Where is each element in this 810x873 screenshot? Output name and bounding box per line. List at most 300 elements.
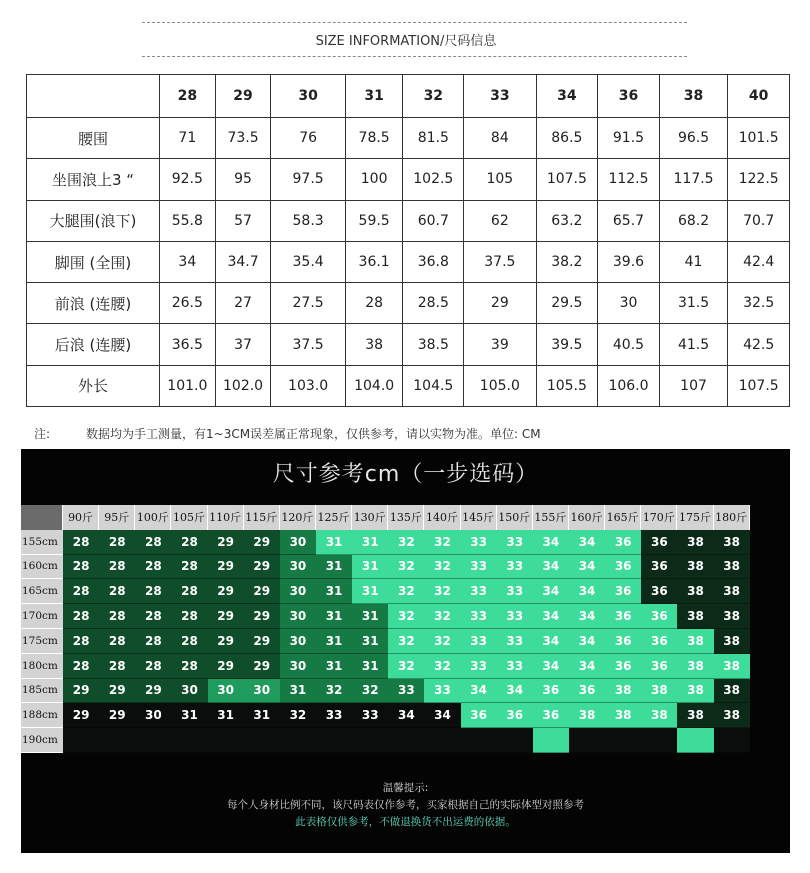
measurement-value: 97.5 — [271, 159, 345, 200]
height-label: 190cm — [21, 728, 63, 753]
size-cell: 28 — [99, 555, 135, 580]
size-cell: 31 — [316, 555, 352, 580]
measurement-value: 29 — [464, 283, 536, 324]
height-label: 160cm — [21, 555, 63, 580]
size-cell: 28 — [63, 604, 99, 629]
note-tag: 注: — [34, 427, 51, 441]
size-cell: 29 — [244, 604, 280, 629]
size-header-cell: 33 — [464, 75, 536, 118]
measurement-value: 104.5 — [403, 365, 464, 406]
measurement-value: 39.6 — [598, 241, 660, 282]
size-cell — [714, 728, 750, 753]
size-cell: 28 — [135, 604, 171, 629]
measurement-label: 坐围浪上3 “ — [27, 159, 160, 200]
measurement-value: 39 — [464, 324, 536, 365]
size-cell: 38 — [714, 604, 750, 629]
size-row — [27, 118, 790, 159]
measurement-value: 63.2 — [536, 200, 598, 241]
size-cell: 34 — [533, 604, 569, 629]
size-cell: 36 — [641, 604, 677, 629]
measurement-value: 101.5 — [728, 118, 790, 159]
size-cell — [677, 728, 713, 753]
weight-header-cell: 110斤 — [208, 505, 244, 530]
size-cell: 38 — [714, 530, 750, 555]
weight-header-cell: 115斤 — [244, 505, 280, 530]
measurement-value: 78.5 — [345, 118, 403, 159]
size-cell: 33 — [461, 555, 497, 580]
size-cell: 32 — [388, 604, 424, 629]
measurement-value: 27 — [215, 283, 271, 324]
size-cell: 38 — [677, 530, 713, 555]
measurement-value: 84 — [464, 118, 536, 159]
size-cell: 36 — [605, 654, 641, 679]
size-cell: 31 — [316, 579, 352, 604]
height-label: 180cm — [21, 654, 63, 679]
size-cell: 31 — [352, 579, 388, 604]
size-cell: 38 — [714, 579, 750, 604]
weight-header-cell: 100斤 — [135, 505, 171, 530]
size-cell: 29 — [208, 604, 244, 629]
size-cell: 28 — [63, 555, 99, 580]
size-cell — [388, 728, 424, 753]
size-cell: 38 — [677, 654, 713, 679]
measurement-value: 37.5 — [464, 241, 536, 282]
size-cell: 32 — [280, 703, 316, 728]
size-cell: 36 — [461, 703, 497, 728]
measurement-value: 57 — [215, 200, 271, 241]
size-cell: 34 — [569, 555, 605, 580]
size-cell: 28 — [63, 530, 99, 555]
size-row — [27, 241, 790, 282]
size-cell: 31 — [280, 679, 316, 704]
measurement-value: 105.0 — [464, 365, 536, 406]
size-cell: 32 — [424, 530, 460, 555]
measurement-value: 42.5 — [728, 324, 790, 365]
size-cell: 29 — [208, 555, 244, 580]
weight-header-cell: 135斤 — [388, 505, 424, 530]
size-cell: 34 — [533, 530, 569, 555]
size-header-cell: 40 — [728, 75, 790, 118]
size-cell: 30 — [244, 679, 280, 704]
weight-header-cell: 150斤 — [497, 505, 533, 530]
size-info-heading: SIZE INFORMATION/尺码信息 — [315, 34, 497, 49]
size-cell: 34 — [569, 530, 605, 555]
measurement-label: 后浪 (连腰) — [27, 324, 160, 365]
size-info-table — [26, 74, 790, 407]
size-cell — [497, 728, 533, 753]
measurement-value: 100 — [345, 159, 403, 200]
measurement-label: 脚围 (全围) — [27, 241, 160, 282]
size-header-cell: 29 — [215, 75, 271, 118]
size-cell: 34 — [388, 703, 424, 728]
size-row — [27, 283, 790, 324]
size-cell: 32 — [424, 629, 460, 654]
height-label: 165cm — [21, 579, 63, 604]
size-cell: 34 — [533, 629, 569, 654]
size-cell: 33 — [497, 629, 533, 654]
measurement-value: 55.8 — [159, 200, 215, 241]
weight-header-cell: 95斤 — [99, 505, 135, 530]
size-cell: 31 — [244, 703, 280, 728]
size-row — [27, 365, 790, 406]
size-cell: 33 — [352, 703, 388, 728]
size-information-panel — [22, 0, 790, 440]
measurement-value: 42.4 — [728, 241, 790, 282]
weight-header-cell: 125斤 — [316, 505, 352, 530]
size-chart-panel — [21, 449, 790, 853]
size-header-cell: 34 — [536, 75, 598, 118]
size-cell: 36 — [641, 654, 677, 679]
size-cell: 38 — [677, 579, 713, 604]
size-cell: 32 — [388, 654, 424, 679]
size-cell — [533, 728, 569, 753]
size-cell: 38 — [714, 555, 750, 580]
size-row — [27, 159, 790, 200]
measurement-value: 76 — [271, 118, 345, 159]
measurement-value: 59.5 — [345, 200, 403, 241]
size-cell: 33 — [461, 629, 497, 654]
tips-title: 温馨提示: — [382, 782, 429, 794]
measurement-value: 102.5 — [403, 159, 464, 200]
measurement-value: 26.5 — [159, 283, 215, 324]
weight-header-cell: 175斤 — [677, 505, 713, 530]
size-cell: 38 — [714, 703, 750, 728]
size-cell: 38 — [677, 679, 713, 704]
height-weight-grid — [21, 505, 750, 753]
size-cell: 32 — [388, 530, 424, 555]
weight-header-cell: 130斤 — [352, 505, 388, 530]
measurement-value: 103.0 — [271, 365, 345, 406]
size-cell: 33 — [497, 604, 533, 629]
size-cell: 34 — [533, 555, 569, 580]
measurement-value: 38 — [345, 324, 403, 365]
size-cell: 36 — [497, 703, 533, 728]
measurement-value: 65.7 — [598, 200, 660, 241]
size-cell: 28 — [63, 629, 99, 654]
size-cell: 29 — [208, 629, 244, 654]
weight-header-cell: 105斤 — [171, 505, 207, 530]
size-cell: 29 — [208, 530, 244, 555]
size-cell: 34 — [461, 679, 497, 704]
size-cell: 29 — [208, 654, 244, 679]
weight-header-cell: 165斤 — [605, 505, 641, 530]
size-cell: 36 — [641, 530, 677, 555]
tips-line-2: 此表格仅供参考，不做退换货不出运费的依据。 — [295, 816, 516, 828]
measurement-label: 大腿围(浪下) — [27, 200, 160, 241]
measurement-value: 34.7 — [215, 241, 271, 282]
size-cell: 31 — [352, 654, 388, 679]
measurement-value: 86.5 — [536, 118, 598, 159]
size-cell: 30 — [280, 530, 316, 555]
size-cell: 28 — [99, 530, 135, 555]
size-cell — [244, 728, 280, 753]
size-cell: 32 — [424, 555, 460, 580]
measurement-label: 前浪 (连腰) — [27, 283, 160, 324]
size-cell: 33 — [461, 530, 497, 555]
size-cell: 34 — [569, 579, 605, 604]
measurement-value: 28.5 — [403, 283, 464, 324]
size-cell: 29 — [244, 579, 280, 604]
size-cell: 38 — [677, 604, 713, 629]
measurement-value: 27.5 — [271, 283, 345, 324]
measurement-value: 101.0 — [159, 365, 215, 406]
size-cell: 30 — [135, 703, 171, 728]
size-row — [27, 200, 790, 241]
weight-header-cell: 140斤 — [424, 505, 460, 530]
size-cell: 38 — [714, 629, 750, 654]
size-cell: 36 — [641, 629, 677, 654]
size-chart-title: 尺寸参考cm（一步选码） — [272, 462, 539, 487]
measurement-value: 35.4 — [271, 241, 345, 282]
size-cell: 28 — [171, 530, 207, 555]
size-cell: 28 — [63, 654, 99, 679]
size-cell: 32 — [424, 579, 460, 604]
size-cell: 30 — [280, 604, 316, 629]
size-cell: 36 — [641, 555, 677, 580]
measurement-value: 71 — [159, 118, 215, 159]
size-cell: 29 — [244, 530, 280, 555]
size-cell: 28 — [171, 654, 207, 679]
measurement-value: 104.0 — [345, 365, 403, 406]
size-cell — [461, 728, 497, 753]
size-cell — [641, 728, 677, 753]
size-cell: 28 — [99, 604, 135, 629]
size-cell: 28 — [135, 579, 171, 604]
weight-header-cell: 180斤 — [714, 505, 750, 530]
size-cell: 28 — [171, 555, 207, 580]
note-text: 数据均为手工测量，有1~3CM误差属正常现象，仅供参考，请以实物为准。单位: CM — [86, 427, 541, 441]
measurement-value: 96.5 — [659, 118, 728, 159]
size-cell: 34 — [533, 654, 569, 679]
size-header-cell: 31 — [345, 75, 403, 118]
measurement-value: 41.5 — [659, 324, 728, 365]
size-cell: 33 — [497, 555, 533, 580]
size-cell: 29 — [244, 555, 280, 580]
height-label: 155cm — [21, 530, 63, 555]
size-cell: 33 — [388, 679, 424, 704]
measurement-value: 36.5 — [159, 324, 215, 365]
size-cell: 31 — [352, 604, 388, 629]
size-cell: 28 — [135, 555, 171, 580]
size-cell — [569, 728, 605, 753]
size-cell: 32 — [388, 579, 424, 604]
size-cell: 29 — [63, 679, 99, 704]
size-cell: 29 — [244, 654, 280, 679]
size-cell: 34 — [424, 703, 460, 728]
size-cell: 33 — [461, 604, 497, 629]
size-cell: 34 — [533, 579, 569, 604]
measurement-label: 外长 — [27, 365, 160, 406]
measurement-value: 30 — [598, 283, 660, 324]
size-cell: 38 — [714, 679, 750, 704]
size-cell: 38 — [605, 679, 641, 704]
size-cell: 29 — [244, 629, 280, 654]
size-cell: 38 — [641, 679, 677, 704]
measurement-value: 41 — [659, 241, 728, 282]
size-cell: 28 — [135, 654, 171, 679]
size-cell: 33 — [461, 579, 497, 604]
size-cell: 30 — [280, 654, 316, 679]
size-cell: 38 — [677, 555, 713, 580]
size-cell: 32 — [424, 604, 460, 629]
size-cell: 28 — [99, 579, 135, 604]
size-cell: 32 — [388, 629, 424, 654]
size-cell: 38 — [677, 629, 713, 654]
size-cell — [135, 728, 171, 753]
chart-corner-cell — [21, 505, 63, 530]
size-cell: 31 — [316, 530, 352, 555]
size-cell: 38 — [677, 703, 713, 728]
measurement-value: 81.5 — [403, 118, 464, 159]
size-cell: 31 — [316, 654, 352, 679]
size-cell: 34 — [497, 679, 533, 704]
size-cell: 31 — [352, 530, 388, 555]
size-cell: 33 — [497, 579, 533, 604]
tips-line-1: 每个人身材比例不同，该尺码表仅作参考，买家根据自己的实际体型对照参考 — [227, 799, 584, 811]
size-cell: 36 — [641, 579, 677, 604]
size-cell — [171, 728, 207, 753]
measurement-value: 117.5 — [659, 159, 728, 200]
weight-header-cell: 155斤 — [533, 505, 569, 530]
size-cell: 34 — [569, 654, 605, 679]
size-cell: 38 — [641, 703, 677, 728]
size-cell: 33 — [316, 703, 352, 728]
size-header-cell: 36 — [598, 75, 660, 118]
measurement-value: 95 — [215, 159, 271, 200]
size-cell: 32 — [424, 654, 460, 679]
size-cell: 33 — [461, 654, 497, 679]
measurement-value: 70.7 — [728, 200, 790, 241]
measurement-value: 107.5 — [536, 159, 598, 200]
size-cell: 30 — [280, 629, 316, 654]
size-cell: 38 — [605, 703, 641, 728]
measurement-value: 107.5 — [728, 365, 790, 406]
top-divider — [142, 22, 687, 23]
size-cell: 31 — [208, 703, 244, 728]
measurement-value: 28 — [345, 283, 403, 324]
size-cell: 28 — [171, 629, 207, 654]
weight-header-cell: 90斤 — [63, 505, 99, 530]
size-cell — [424, 728, 460, 753]
size-header-cell: 28 — [159, 75, 215, 118]
measurement-value: 58.3 — [271, 200, 345, 241]
size-cell: 30 — [280, 579, 316, 604]
size-cell — [208, 728, 244, 753]
size-cell — [316, 728, 352, 753]
size-cell: 31 — [352, 555, 388, 580]
size-cell: 36 — [605, 579, 641, 604]
measurement-value: 91.5 — [598, 118, 660, 159]
measurement-value: 62 — [464, 200, 536, 241]
heading-divider — [142, 56, 687, 57]
size-cell: 28 — [63, 579, 99, 604]
size-cell: 36 — [605, 530, 641, 555]
size-cell: 31 — [352, 629, 388, 654]
size-cell: 33 — [424, 679, 460, 704]
size-cell: 30 — [171, 679, 207, 704]
height-label: 175cm — [21, 629, 63, 654]
measurement-value: 107 — [659, 365, 728, 406]
measurement-value: 122.5 — [728, 159, 790, 200]
size-cell: 36 — [605, 629, 641, 654]
size-cell: 31 — [171, 703, 207, 728]
weight-header-cell: 160斤 — [569, 505, 605, 530]
size-cell: 31 — [316, 604, 352, 629]
height-label: 188cm — [21, 703, 63, 728]
size-cell: 33 — [497, 530, 533, 555]
size-cell — [280, 728, 316, 753]
size-cell: 28 — [171, 579, 207, 604]
size-cell: 30 — [280, 555, 316, 580]
measurement-value: 37.5 — [271, 324, 345, 365]
weight-header-cell: 120斤 — [280, 505, 316, 530]
height-label: 185cm — [21, 679, 63, 704]
measurement-value: 102.0 — [215, 365, 271, 406]
size-cell: 33 — [497, 654, 533, 679]
size-header-cell: 32 — [403, 75, 464, 118]
measurement-value: 73.5 — [215, 118, 271, 159]
measurement-value: 39.5 — [536, 324, 598, 365]
size-cell: 29 — [135, 679, 171, 704]
size-header-cell: 38 — [659, 75, 728, 118]
measurement-value: 40.5 — [598, 324, 660, 365]
measurement-value: 105 — [464, 159, 536, 200]
size-cell — [605, 728, 641, 753]
measurement-value: 31.5 — [659, 283, 728, 324]
size-cell: 36 — [605, 555, 641, 580]
size-cell: 29 — [99, 679, 135, 704]
measurement-value: 92.5 — [159, 159, 215, 200]
weight-header-cell: 170斤 — [641, 505, 677, 530]
size-cell: 34 — [569, 629, 605, 654]
size-cell: 31 — [316, 629, 352, 654]
size-cell — [352, 728, 388, 753]
size-cell: 29 — [208, 579, 244, 604]
size-cell — [63, 728, 99, 753]
size-cell — [99, 728, 135, 753]
measurement-note — [34, 425, 541, 442]
measurement-value: 38.2 — [536, 241, 598, 282]
size-cell: 36 — [533, 703, 569, 728]
weight-header-cell: 145斤 — [461, 505, 497, 530]
size-cell: 28 — [135, 530, 171, 555]
size-cell: 28 — [171, 604, 207, 629]
measurement-value: 60.7 — [403, 200, 464, 241]
measurement-value: 38.5 — [403, 324, 464, 365]
size-cell: 34 — [569, 604, 605, 629]
height-label: 170cm — [21, 604, 63, 629]
measurement-value: 36.8 — [403, 241, 464, 282]
size-cell: 28 — [99, 629, 135, 654]
size-cell: 32 — [316, 679, 352, 704]
size-cell: 36 — [533, 679, 569, 704]
measurement-value: 68.2 — [659, 200, 728, 241]
size-cell: 32 — [352, 679, 388, 704]
measurement-label: 腰围 — [27, 118, 160, 159]
size-row — [27, 324, 790, 365]
measurement-value: 112.5 — [598, 159, 660, 200]
size-cell: 29 — [99, 703, 135, 728]
measurement-value: 37 — [215, 324, 271, 365]
measurement-value: 29.5 — [536, 283, 598, 324]
size-cell: 32 — [388, 555, 424, 580]
table-corner-cell — [27, 75, 160, 118]
size-cell: 30 — [208, 679, 244, 704]
measurement-value: 34 — [159, 241, 215, 282]
size-header-cell: 30 — [271, 75, 345, 118]
size-cell: 36 — [605, 604, 641, 629]
size-cell: 28 — [135, 629, 171, 654]
